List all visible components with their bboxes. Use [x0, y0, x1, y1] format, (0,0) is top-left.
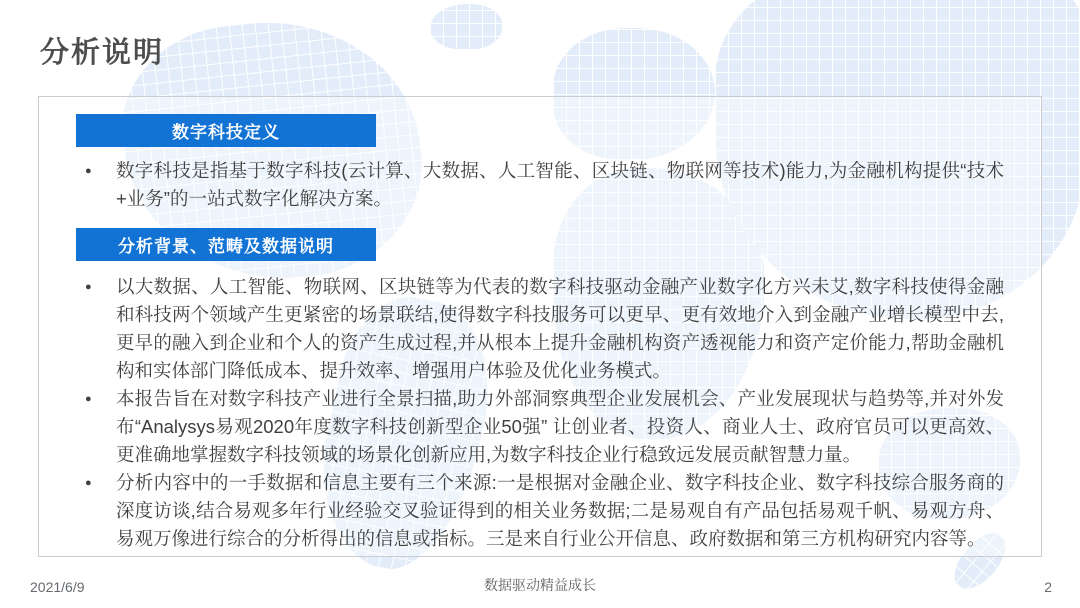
content-card	[38, 96, 1042, 557]
bullet-icon: ●	[85, 393, 92, 405]
bullet-icon: ●	[85, 281, 92, 293]
bullet-icon: ●	[85, 165, 92, 177]
list-item	[76, 469, 1004, 553]
map-chunk-greenland	[430, 4, 502, 50]
page-title: 分析说明	[40, 37, 165, 69]
list-item	[76, 157, 1004, 213]
section-header-background: 分析背景、范畴及数据说明	[76, 228, 376, 261]
bullet-text: 分析内容中的一手数据和信息主要有三个来源:一是根据对金融企业、数字科技企业、数字科技综合服务商的深度访谈,结合易观多年行业经验交叉验证得到的相关业务数据;二是易观自有产品包括易观千帆、易观方舟、易观万像进行综合的分析得出的信息或指标。三是来自行业公开信息、政府数据和第三方机构研究内容等。	[116, 472, 1004, 549]
bullet-text: 以大数据、人工智能、物联网、区块链等为代表的数字科技驱动金融产业数字化方兴未艾,数字科技使得金融和科技两个领域产生更紧密的场景联结,使得数字科技服务可以更早、更有效地介入到金融产业增长模型中去,更早的融入到企业和个人的资产生成过程,并从根本上提升金融机构资产透视能力和资产定价能力,帮助金融机构和实体部门降低成本、提升效率、增强用户体验及优化业务模式。	[116, 276, 1004, 381]
bullet-text: 本报告旨在对数字科技产业进行全景扫描,助力外部洞察典型企业发展机会、产业发展现状与趋势等,并对外发布“Analysys易观2020年度数字科技创新型企业50强” 让创业者、投资人、商业人士、政府官员可以更高效、更准确地掌握数字科技领域的场景化创新应用,为数字科技企业行稳致远发展贡献智慧力量。	[116, 388, 1004, 465]
background-bullet-list	[76, 273, 1004, 553]
list-item	[76, 273, 1004, 385]
footer-page-number: 2	[1044, 579, 1052, 595]
bullet-icon: ●	[85, 477, 92, 489]
footer-slogan: 数据驱动精益成长	[484, 577, 596, 593]
definition-bullet-list	[76, 157, 1004, 213]
section-header-definition: 数字科技定义	[76, 114, 376, 147]
list-item	[76, 385, 1004, 469]
bullet-text: 数字科技是指基于数字科技(云计算、大数据、人工智能、区块链、物联网等技术)能力,为金融机构提供“技术+业务”的一站式数字化解决方案。	[116, 160, 1004, 209]
footer-date: 2021/6/9	[30, 579, 85, 595]
